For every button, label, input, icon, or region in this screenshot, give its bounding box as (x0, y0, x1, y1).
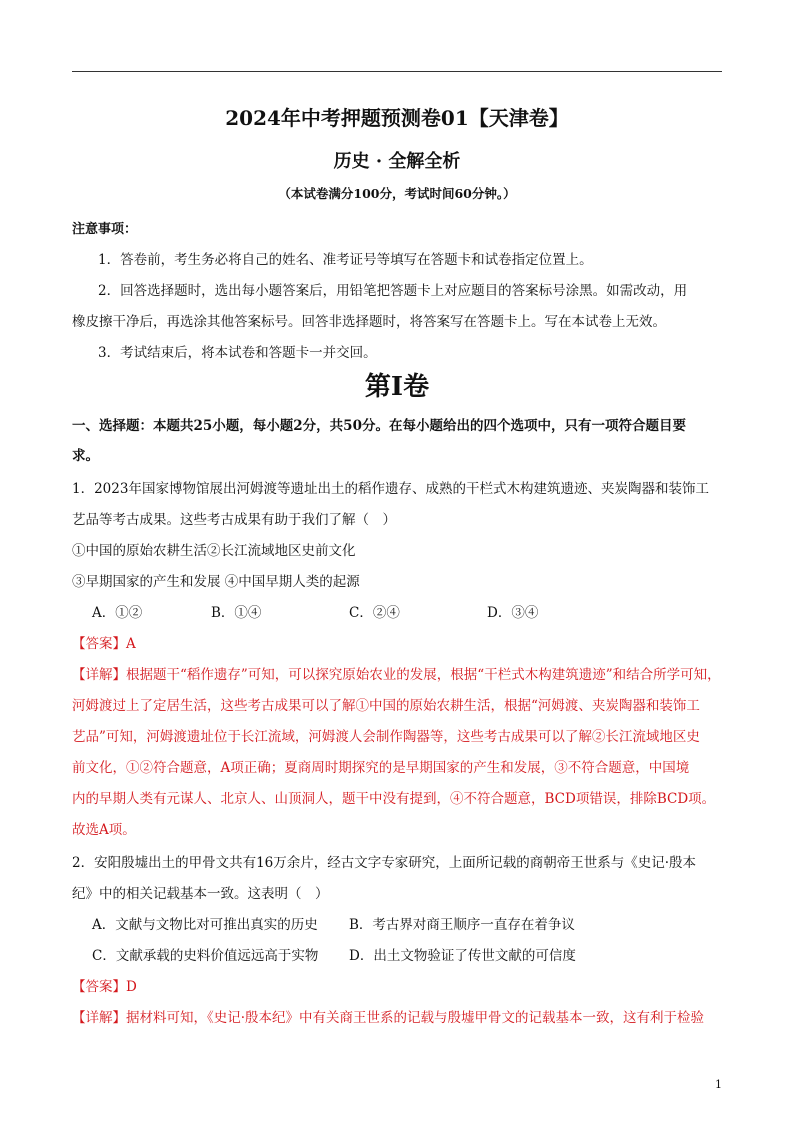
page-number: 1 (715, 1078, 722, 1091)
notice-heading: 注意事项： (72, 222, 138, 237)
explanation-line: 前文化，①②符合题意，A项正确；夏商周时期探究的是早期国家的产生和发展，③不符合题意，中国境 (72, 760, 690, 776)
explanation-line: 故选A项。 (72, 822, 136, 838)
header-rule (72, 71, 722, 72)
explanation-line: 艺品”可知，河姆渡遗址位于长江流域，河姆渡人会制作陶器等，这些考古成果可以了解②长江流域地区史 (72, 729, 700, 745)
notice-item: 橡皮擦干净后，再选涂其他答案标号。回答非选择题时，将答案写在答题卡上。写在本试卷上无效。 (72, 314, 666, 330)
answer-option: C．文献承载的史料价值远远高于实物 (92, 948, 319, 964)
page-title: 2024年中考押题预测卷01【天津卷】 (225, 106, 569, 130)
answer-option: B．考古界对商王顺序一直存在着争议 (349, 917, 575, 933)
answer-key: 【答案】A (72, 636, 136, 652)
question-stem: 1．2023年国家博物馆展出河姆渡等遗址出土的稻作遗存、成熟的干栏式木构建筑遗迹、夹炭陶器和装饰工 (72, 481, 709, 497)
section-instruction: 求。 (72, 448, 99, 464)
answer-option: A．文献与文物比对可推出真实的历史 (92, 917, 318, 933)
answer-key: 【答案】D (72, 979, 137, 995)
explanation-line: 【详解】据材料可知，《史记·殷本纪》中有关商王世系的记载与殷墟甲骨文的记载基本一致，这有利于检验 (72, 1010, 705, 1026)
explanation-line: 【详解】根据题干“稻作遗存”可知，可以探究原始农业的发展，根据“干栏式木构建筑遗迹”和结合所学可知， (72, 667, 721, 683)
answer-option: B．①④ (211, 605, 262, 621)
answer-option: D．③④ (487, 605, 539, 621)
notice-item: 3．考试结束后，将本试卷和答题卡一并交回。 (98, 345, 377, 361)
page-subtitle: 历史 · 全解全析 (333, 151, 461, 172)
question-stem: ①中国的原始农耕生活②长江流域地区史前文化 (72, 543, 356, 559)
notice-item: 1．答卷前，考生务必将自己的姓名、准考证号等填写在答题卡和试卷指定位置上。 (98, 252, 593, 268)
explanation-line: 河姆渡过上了定居生活，这些考古成果可以了解①中国的原始农耕生活，根据“河姆渡、夹炭陶器和装饰工 (72, 698, 700, 714)
question-stem: ③早期国家的产生和发展 ④中国早期人类的起源 (72, 574, 360, 590)
question-stem: 艺品等考古成果。这些考古成果有助于我们了解（ ） (72, 512, 396, 528)
notice-item: 2．回答选择题时，选出每小题答案后，用铅笔把答题卡上对应题目的答案标号涂黑。如需改动，用 (98, 283, 688, 299)
explanation-line: 内的早期人类有元谋人、北京人、山顶洞人，题干中没有提到，④不符合题意，BCD项错误，排除BCD项。 (72, 791, 716, 807)
section-title: 第Ⅰ卷 (364, 372, 430, 402)
exam-note: （本试卷满分100分，考试时间60分钟。） (278, 186, 516, 201)
question-stem: 2．安阳殷墟出土的甲骨文共有16万余片，经古文字专家研究，上面所记载的商朝帝王世系与《史记·殷本 (72, 855, 697, 871)
section-instruction: 一、选择题：本题共25小题，每小题2分，共50分。在每小题给出的四个选项中，只有一项符合题目要 (72, 418, 686, 434)
question-stem: 纪》中的相关记载基本一致。这表明（ ） (72, 886, 329, 902)
answer-option: C．②④ (349, 605, 400, 621)
answer-option: D．出土文物验证了传世文献的可信度 (349, 948, 576, 964)
answer-option: A．①② (92, 605, 143, 621)
